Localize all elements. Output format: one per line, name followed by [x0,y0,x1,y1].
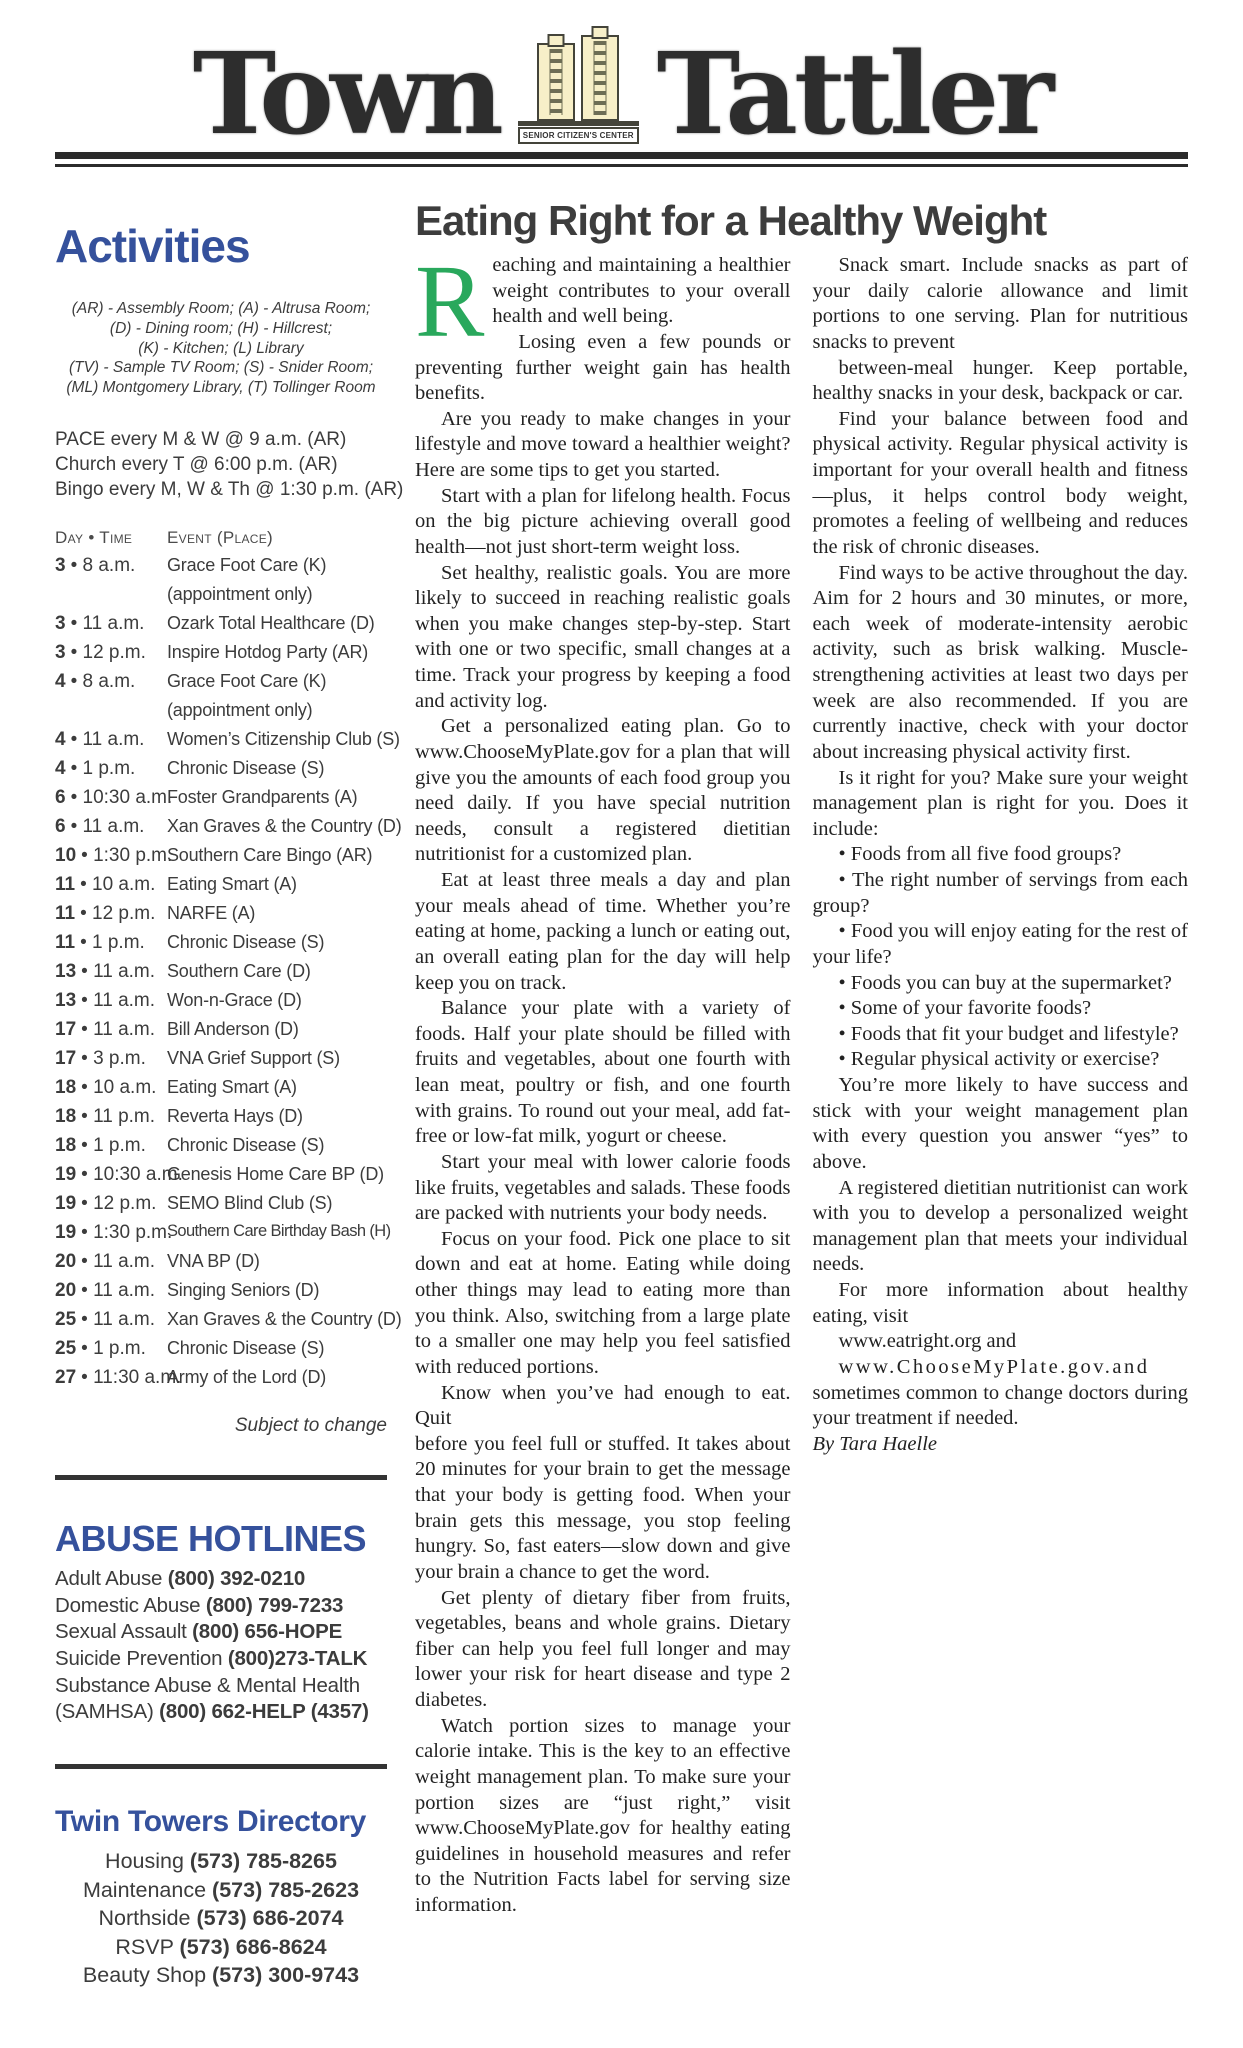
schedule-day-time [55,1106,167,1128]
schedule-day-time [55,845,173,867]
schedule-event: (appointment only) [167,700,313,721]
article-paragraph: between-meal hunger. Keep portable, healthy snacks in your desk, backpack or car. [812,356,1188,405]
schedule-day: 25 [55,1338,77,1360]
schedule-day-time [55,1135,167,1157]
directory-number: (573) 686-2074 [196,1906,344,1931]
schedule-day-time [55,961,167,983]
schedule-day-time [55,1338,167,1360]
schedule-day: 19 [55,1193,77,1215]
legend-line: (ML) Montgomery Library, (T) Tollinger Room [66,379,376,397]
sidebar [55,167,404,1990]
schedule-day: 3 [55,642,66,664]
schedule-event: Grace Foot Care (K) [167,555,327,576]
schedule-time: • 8 a.m. [70,555,136,577]
schedule-event: NARFE (A) [167,903,256,924]
article-body [415,244,1188,1928]
schedule-day: 17 [55,1048,77,1070]
schedule-event: Singing Seniors (D) [167,1280,320,1301]
article-paragraph: Know when you’ve had enough to eat. Quit [415,1381,791,1430]
schedule-day: 13 [55,990,77,1012]
article-paragraph: Start with a plan for lifelong health. Focus on the big picture achieving overall good health—not just short-term weight loss. [415,484,791,558]
schedule-day: 11 [55,874,76,896]
legend-line: (AR) - Assembly Room; (A) - Altrusa Room; [71,300,371,317]
schedule-day: 27 [55,1367,77,1389]
legend-line: (TV) - Sample TV Room; (S) - Snider Room; [68,359,374,377]
schedule-day-time [55,1164,183,1186]
schedule-event: Southern Care Bingo (AR) [167,845,373,866]
schedule-day: 4 [55,729,66,751]
article-link-rest: sometimes common to change doctors during your treatment if needed. [812,1381,1188,1430]
article-paragraph: Find your balance between food and physical activity. Regular physical activity is important for your overall health and fitness—plus, it helps control body weight, promotes a feeling of wellbeing and reduces the risk of chronic diseases. [812,407,1188,558]
schedule-time: • 11 a.m. [70,613,145,635]
schedule-table [55,528,402,1389]
hotline-number: (800) 392-0210 [167,1567,306,1591]
article-paragraph: • Regular physical activity or exercise? [838,1048,1160,1071]
hotline-item [55,1619,387,1646]
directory-label: RSVP [115,1934,180,1959]
directory-item [55,1847,387,1876]
masthead [0,0,1243,160]
directory-number: (573) 785-8265 [189,1849,337,1874]
schedule-time: • 8 a.m. [70,671,136,693]
schedule-time: • 11 p.m. [81,1106,156,1128]
schedule-day: 19 [55,1222,77,1244]
hotline-number: (800) 656-HOPE [192,1620,343,1644]
schedule-time: • 11 a.m. [70,729,145,751]
schedule-day: 3 [55,613,66,635]
article-paragraph: Get plenty of dietary fiber from fruits, vegetables, beans and whole grains. Dietary fiber can help you feel full longer and may lower your risk for heart disease and type 2 diabetes. [415,1586,791,1711]
schedule-day-time [55,787,173,809]
hotline-label: Sexual Assault [55,1620,193,1644]
hotline-item [55,1593,387,1620]
schedule-event: SEMO Blind Club (S) [167,1193,333,1214]
logo-base [518,121,639,126]
article-link-line: www.eatright.org and [838,1330,1017,1353]
schedule-day-time [55,1367,182,1389]
directory-item [55,1904,387,1933]
article-paragraph: Is it right for you? Make sure your weight management plan is right for you. Does it include: [812,766,1188,840]
hotline-label: Suicide Prevention [55,1647,228,1671]
hotlines-heading: ABUSE HOTLINES [55,1518,367,1560]
hotline-number: (800) 799-7233 [205,1593,344,1617]
directory-label: Northside [98,1906,197,1931]
schedule-event: (appointment only) [167,584,313,605]
schedule-event: Won-n-Grace (D) [167,990,302,1011]
hotline-item [55,1566,387,1593]
masthead-title-left: Town [192,28,500,160]
schedule-day-time [55,1193,167,1215]
article-paragraph: • Foods you can buy at the supermarket? [838,971,1172,994]
schedule-time: • 11 a.m. [81,1309,156,1331]
hotline-item [55,1646,387,1673]
article-paragraph: Losing even a few pounds or preventing further weight gain has health benefits. [415,330,791,405]
schedule-time: • 1 p.m. [81,1338,146,1360]
schedule-time: • 1 p.m. [81,1135,146,1157]
article-paragraph: Set healthy, realistic goals. You are more likely to succeed in reaching realistic goals when you make changes step-by-step. Start with one or two specific, small changes at a time. Track your progress by keeping a food and activity log. [415,561,791,712]
article-paragraph: before you feel full or stuffed. It takes about 20 minutes for your brain to get the message that your body is getting food. When your brain gets this message, you stop feeling hungry. So, fast eaters—slow down and give your brain a chance to get the word. [415,1432,791,1583]
schedule-day-time [55,1309,167,1331]
schedule-event: Chronic Disease (S) [167,758,325,779]
schedule-event: Ozark Total Healthcare (D) [167,613,375,634]
schedule-day-time [55,903,167,925]
schedule-time: • 10:30 a.m. [81,1164,183,1186]
schedule-day-time [55,874,167,896]
room-legend [55,299,387,398]
schedule-header-event: Event (Place) [167,528,273,548]
legend-line: (D) - Dining room; (H) - Hillcrest; [109,319,333,337]
schedule-day-time [55,990,167,1012]
schedule-event: Southern Care (D) [167,961,311,982]
schedule-day: 18 [55,1106,77,1128]
schedule-time: • 3 p.m. [81,1048,146,1070]
senior-center-logo [518,35,639,144]
article-paragraph: Focus on your food. Pick one place to sit down and eat at home. Eating while doing other things may lead to eating more than you think. Also, switching from a large plate to a smaller one may help you feel satisfied with reduced portions. [415,1227,791,1378]
directory-number: (573) 785-2623 [212,1877,360,1902]
schedule-time: • 10 a.m. [80,874,156,896]
article-paragraph: Start your meal with lower calorie foods like fruits, vegetables and salads. These foods are packed with nutrients your body needs. [415,1150,791,1225]
directory-item [55,1933,387,1962]
schedule-event: Chronic Disease (S) [167,1135,325,1156]
schedule-day: 10 [55,845,77,867]
schedule-day: 11 [55,932,76,954]
recurring-schedule [55,428,404,502]
schedule-time: • 1 p.m. [80,932,145,954]
hotline-label: Substance Abuse & Mental Health (SAMHSA) [55,1673,360,1724]
schedule-day-time [55,584,167,606]
directory-label: Beauty Shop [82,1963,213,1988]
schedule-day: 3 [55,555,66,577]
schedule-day: 18 [55,1135,77,1157]
directory-number: (573) 686-8624 [179,1934,327,1959]
article-paragraph: For more information about healthy eating, visit [812,1279,1188,1327]
schedule-time: • 11 a.m. [81,1019,156,1041]
article-paragraph: Snack smart. Include snacks as part of your daily calorie allowance and limit portions to one serving. Plan for nutritious snacks to prevent [812,254,1188,353]
hotlines-list [55,1566,387,1726]
schedule-time: • 12 p.m. [81,1193,157,1215]
article-paragraph: Watch portion sizes to manage your calorie intake. This is the key to an effective weight management plan. To make sure your portion sizes are “just right,” visit www.ChooseMyPlate.gov for healthy eating guidelines in household measures and refer to the Nutrition Facts label for serving size information. [415,1714,791,1916]
schedule-day-time [55,555,167,577]
schedule-time: • 12 p.m. [70,642,146,664]
schedule-footnote: Subject to change [234,1415,387,1437]
schedule-time: • 11 a.m. [81,961,156,983]
directory-label: Housing [105,1849,190,1874]
schedule-event: Women’s Citizenship Club (S) [167,729,400,750]
schedule-day-time [55,642,167,664]
schedule-event: VNA Grief Support (S) [167,1048,340,1069]
lead-paragraph [415,244,791,359]
recurring-line: PACE every M & W @ 9 a.m. (AR) [55,429,347,451]
schedule-day-time [55,1280,167,1302]
article-paragraph: A registered dietitian nutritionist can work with you to develop a personalized weight management plan that meets your individual needs. [812,1176,1188,1276]
logo-label: SENIOR CITIZEN'S CENTER [518,127,639,144]
hotline-number: (800) 662-HELP (4357) [159,1700,369,1724]
article-paragraph: Eat at least three meals a day and plan your meals ahead of time. Whether you’re eating at home, packing a lunch or eating out, an overall eating plan for the day will help keep you on track. [415,869,791,994]
schedule-event: Grace Foot Care (K) [167,671,327,692]
schedule-event: Xan Graves & the Country (D) [167,1309,402,1330]
schedule-day-time [55,758,167,780]
schedule-time: • 1:30 p.m. [81,845,173,867]
schedule-event: Xan Graves & the Country (D) [167,816,402,837]
schedule-day: 6 [55,816,66,838]
schedule-event: Eating Smart (A) [167,1077,297,1098]
tower-icon [537,43,575,121]
schedule-event: Bill Anderson (D) [167,1019,299,1040]
schedule-day-time [55,613,167,635]
schedule-time: • 12 p.m. [80,903,156,925]
hotline-label: Adult Abuse [55,1567,168,1591]
schedule-day: 13 [55,961,77,983]
schedule-event: Genesis Home Care BP (D) [167,1164,384,1185]
schedule-day-time [55,729,167,751]
schedule-event: Inspire Hotdog Party (AR) [167,642,369,663]
schedule-day: 11 [55,903,76,925]
schedule-day-time [55,932,167,954]
schedule-day: 17 [55,1019,77,1041]
article-paragraph: Get a personalized eating plan. Go to www.ChooseMyPlate.gov for a plan that will give you the amounts of each food group you need daily. If you have special nutrition needs, consult a registered dietitian nutritionist for a customized plan. [415,715,791,866]
schedule-event: Chronic Disease (S) [167,932,325,953]
schedule-time: • 11:30 a.m. [81,1367,182,1389]
schedule-time: • 11 a.m. [81,1251,156,1273]
schedule-day-time [55,700,167,722]
schedule-day-time [55,671,167,693]
schedule-time: • 11 a.m. [81,1280,156,1302]
article-paragraph: You’re more likely to have success and stick with your weight management plan with every question you answer “yes” to above. [812,1074,1188,1173]
article-paragraph: • Foods from all five food groups? [838,843,1122,866]
section-rule [55,1764,387,1769]
schedule-day-time [55,1019,167,1041]
schedule-day: 4 [55,758,66,780]
page-content [0,167,1243,1990]
schedule-day-time [55,1251,167,1273]
article-section [415,167,1188,1990]
article-link-spaced: www.ChooseMyPlate.gov.and [838,1355,1150,1378]
directory-number: (573) 300-9743 [212,1963,360,1988]
schedule-time: • 10 a.m. [81,1077,157,1099]
schedule-day-time [55,1077,167,1099]
recurring-line: Church every T @ 6:00 p.m. (AR) [55,453,338,475]
schedule-event: Reverta Hays (D) [167,1106,303,1127]
schedule-day: 6 [55,787,66,809]
article-paragraph: • Some of your favorite foods? [838,997,1092,1020]
schedule-event: Foster Grandparents (A) [167,787,358,808]
directory-list [55,1847,387,1990]
article-paragraph: • The right number of servings from each group? [812,869,1188,917]
recurring-line: Bingo every M, W & Th @ 1:30 p.m. (AR) [55,478,404,500]
hotline-number: (800)273-TALK [227,1647,368,1671]
article-paragraph: Balance your plate with a variety of foods. Half your plate should be filled with fruits and vegetables, about one fourth with lean meat, poultry or fish, and one fourth with grains. To round out your meal, add fat-free or low-fat milk, yogurt or cheese. [415,997,791,1148]
article-paragraph: Find ways to be active throughout the day. Aim for 2 hours and 30 minutes, or more, each week of moderate-intensity aerobic activity, such as brisk walking. Muscle-strengthening activities at least two days per week are also recommended. If you are currently inactive, check with your doctor about increasing physical activity first. [812,561,1188,763]
twin-towers-icon [537,35,619,121]
schedule-event: Eating Smart (A) [167,874,297,895]
article-paragraph: Are you ready to make changes in your lifestyle and move toward a healthier weight? Here are some tips to get you started. [415,407,791,481]
section-rule [55,1475,387,1480]
schedule-day-time [55,816,167,838]
hotline-label: Domestic Abuse [55,1593,206,1617]
article-paragraph: • Foods that fit your budget and lifestyle? [838,1022,1179,1045]
schedule-day: 4 [55,671,66,693]
schedule-day-time [55,1222,173,1244]
drop-cap: R [415,244,485,359]
schedule-day: 18 [55,1077,77,1099]
activities-heading: Activities [55,220,250,272]
schedule-event: Southern Care Birthday Bash (H) [167,1222,391,1241]
schedule-header-day-time: Day • Time [55,528,133,548]
directory-label: Maintenance [82,1877,213,1902]
schedule-day: 19 [55,1164,77,1186]
tower-icon [581,35,619,121]
directory-item [55,1961,387,1990]
schedule-event: VNA BP (D) [167,1251,260,1272]
schedule-time: • 11 a.m. [70,816,145,838]
schedule-day-time [55,1048,167,1070]
schedule-day: 20 [55,1251,77,1273]
hotline-item [55,1673,387,1726]
schedule-event: Chronic Disease (S) [167,1338,325,1359]
article-title: Eating Right for a Healthy Weight [415,197,1047,244]
article-byline: By Tara Haelle [812,1432,938,1455]
directory-heading: Twin Towers Directory [55,1805,366,1839]
schedule-time: • 11 a.m. [81,990,156,1012]
lead-text: eaching and maintaining a healthier weight contributes to your overall health and well being. [492,254,791,328]
article-paragraph: • Food you will enjoy eating for the rest of your life? [812,920,1188,968]
schedule-event: Army of the Lord (D) [167,1367,327,1388]
schedule-day: 20 [55,1280,77,1302]
schedule-day: 25 [55,1309,77,1331]
directory-item [55,1876,387,1905]
schedule-time: • 1 p.m. [70,758,136,780]
schedule-time: • 10:30 a.m. [70,787,173,809]
article-link-paragraph [813,1355,1189,1432]
schedule-time: • 1:30 p.m. [81,1222,173,1244]
masthead-title-right: Tattler [656,28,1051,160]
legend-line: (K) - Kitchen; (L) Library [138,339,304,357]
